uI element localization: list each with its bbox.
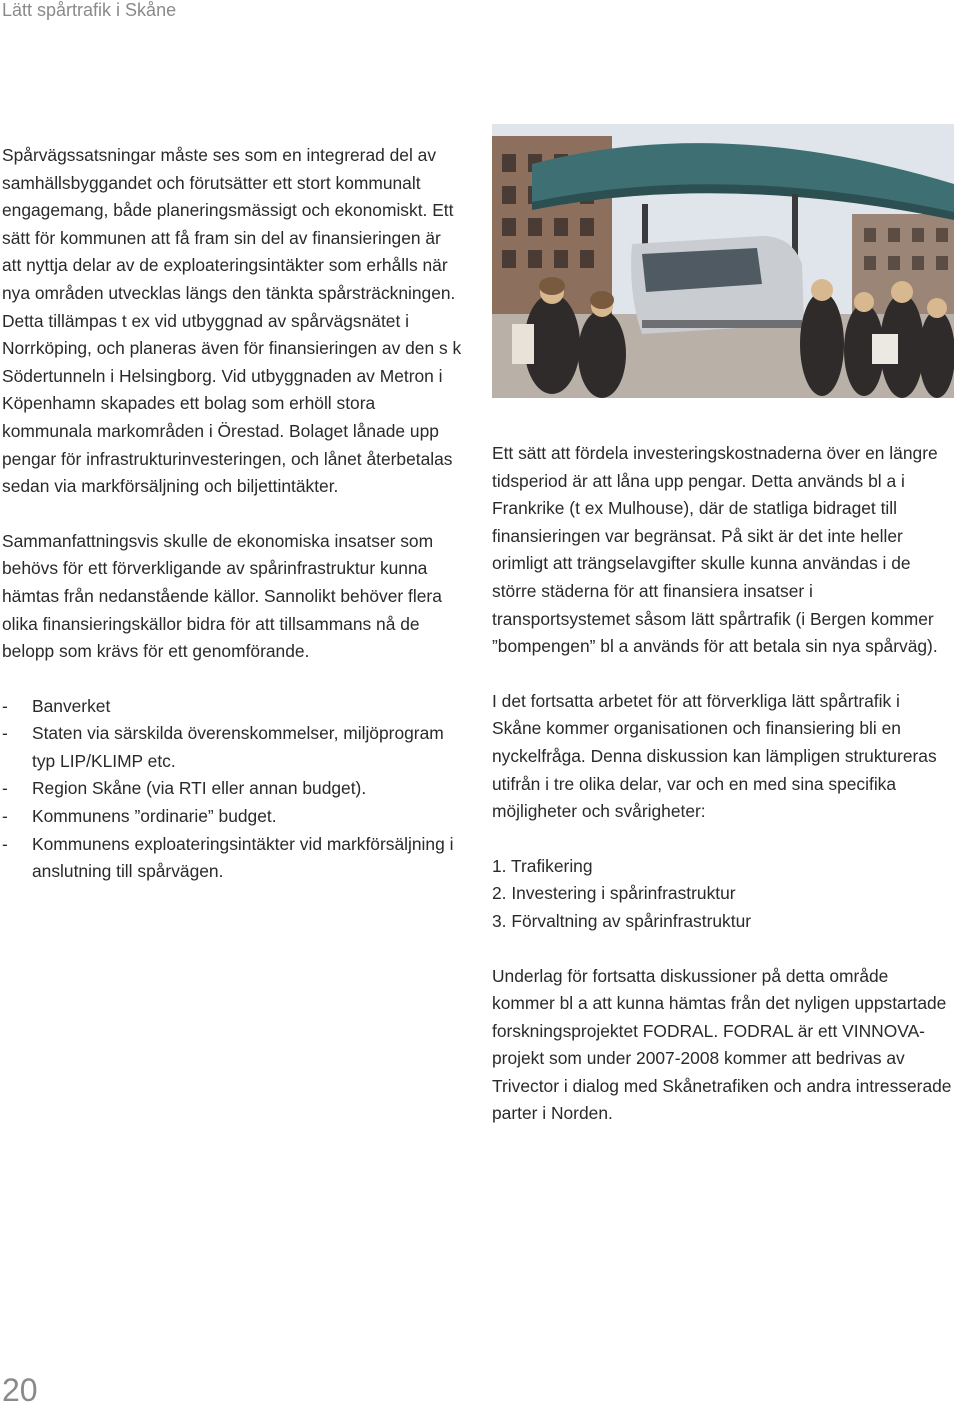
left-column (2, 142, 464, 886)
page-number: 20 (2, 1372, 38, 1408)
numbered-list (492, 853, 952, 936)
right-paragraph-2: I det fortsatta arbetet för att förverkliga lätt spårtrafik i Skåne kommer organisationen och finansiering bli en nyckelfråga. Denna diskussion kan lämpligen struktureras utifrån i tre olika delar, var och en med sina specifika möjligheter och svårigheter: (492, 690, 937, 822)
right-paragraph-3: Underlag för fortsatta diskussioner på detta område kommer bl a att kunna hämtas från det nyligen uppstartade forskningsprojektet FODRAL. FODRAL är ett VINNOVA-projekt som under 2007-2008 kommer att bedrivas av Trivector i dialog med Skånetrafiken och andra intresserade parter i Norden. (492, 965, 952, 1124)
right-paragraph-1: Ett sätt att fördela investeringskostnaderna över en längre tidsperiod är att låna upp pengar. Detta används bl a i Frankrike (t ex Mulhouse), där de statliga bidraget till finansieringen var begränsat. På sikt är det inte heller orimligt att trängselavgifter skulle kunna användas i de större städerna för att finansiera insatser i transportsystemet såsom lätt spårtrafik (i Bergen kommer ”bompengen” bl a används för att betala sin nya spårväg). (492, 443, 938, 657)
list-item-text: Staten via särskilda överenskommelser, miljöprogram typ LIP/KLIMP etc. (32, 723, 444, 771)
list-item (2, 720, 464, 775)
list-item-text: Kommunens exploateringsintäkter vid markförsäljning i anslutning till spårvägen. (32, 833, 454, 882)
running-header: Lätt spårtrafik i Skåne (2, 0, 177, 20)
list-dash: - (2, 723, 8, 744)
list-item-text: Kommunens ”ordinarie” budget. (32, 806, 277, 827)
list-item-text: Region Skåne (via RTI eller annan budget). (32, 778, 367, 799)
funding-sources-list (2, 693, 464, 886)
tram-station-photo (492, 124, 954, 398)
list-item: 1. Trafikering (492, 855, 593, 876)
list-item (2, 775, 464, 803)
list-dash: - (2, 833, 8, 854)
list-dash: - (2, 806, 8, 827)
list-item (2, 831, 464, 886)
list-dash: - (2, 695, 8, 716)
right-column (492, 440, 952, 1128)
left-paragraph-2: Sammanfattningsvis skulle de ekonomiska insatser som behövs för ett förverkligande av spårinfrastruktur kunna hämtas från nedanstående källor. Sannolikt behöver flera olika finansieringskällor bidra för att tillsammans nå de belopp som krävs för ett genomförande. (2, 530, 442, 662)
list-dash: - (2, 778, 8, 799)
list-item (2, 693, 464, 721)
list-item (2, 803, 464, 831)
list-item: 2. Investering i spårinfrastruktur (492, 883, 736, 904)
list-item-text: Banverket (32, 695, 111, 716)
list-item: 3. Förvaltning av spårinfrastruktur (492, 910, 752, 931)
left-paragraph-1: Spårvägssatsningar måste ses som en integrerad del av samhällsbyggandet och förutsätter ett stort kommunalt engagemang, både planeringsmässigt och ekonomiskt. Ett sätt för kommunen att få fram sin del av finansieringen är att nyttja delar av de exploateringsintäkter som erhålls när nya områden utvecklas längs den tänkta spårsträckningen. Detta tillämpas t ex vid utbyggnad av spårvägsnätet i Norrköping, och planeras även för finansieringen av den s k Södertunneln i Helsingborg. Vid utbyggnaden av Metron i Köpenhamn skapades ett bolag som erhöll stora kommunala markområden i Örestad. Bolaget lånade upp pengar för infrastrukturinvesteringen, och lånet återbetalas sedan via markförsäljning och biljettintäkter. (2, 145, 462, 497)
